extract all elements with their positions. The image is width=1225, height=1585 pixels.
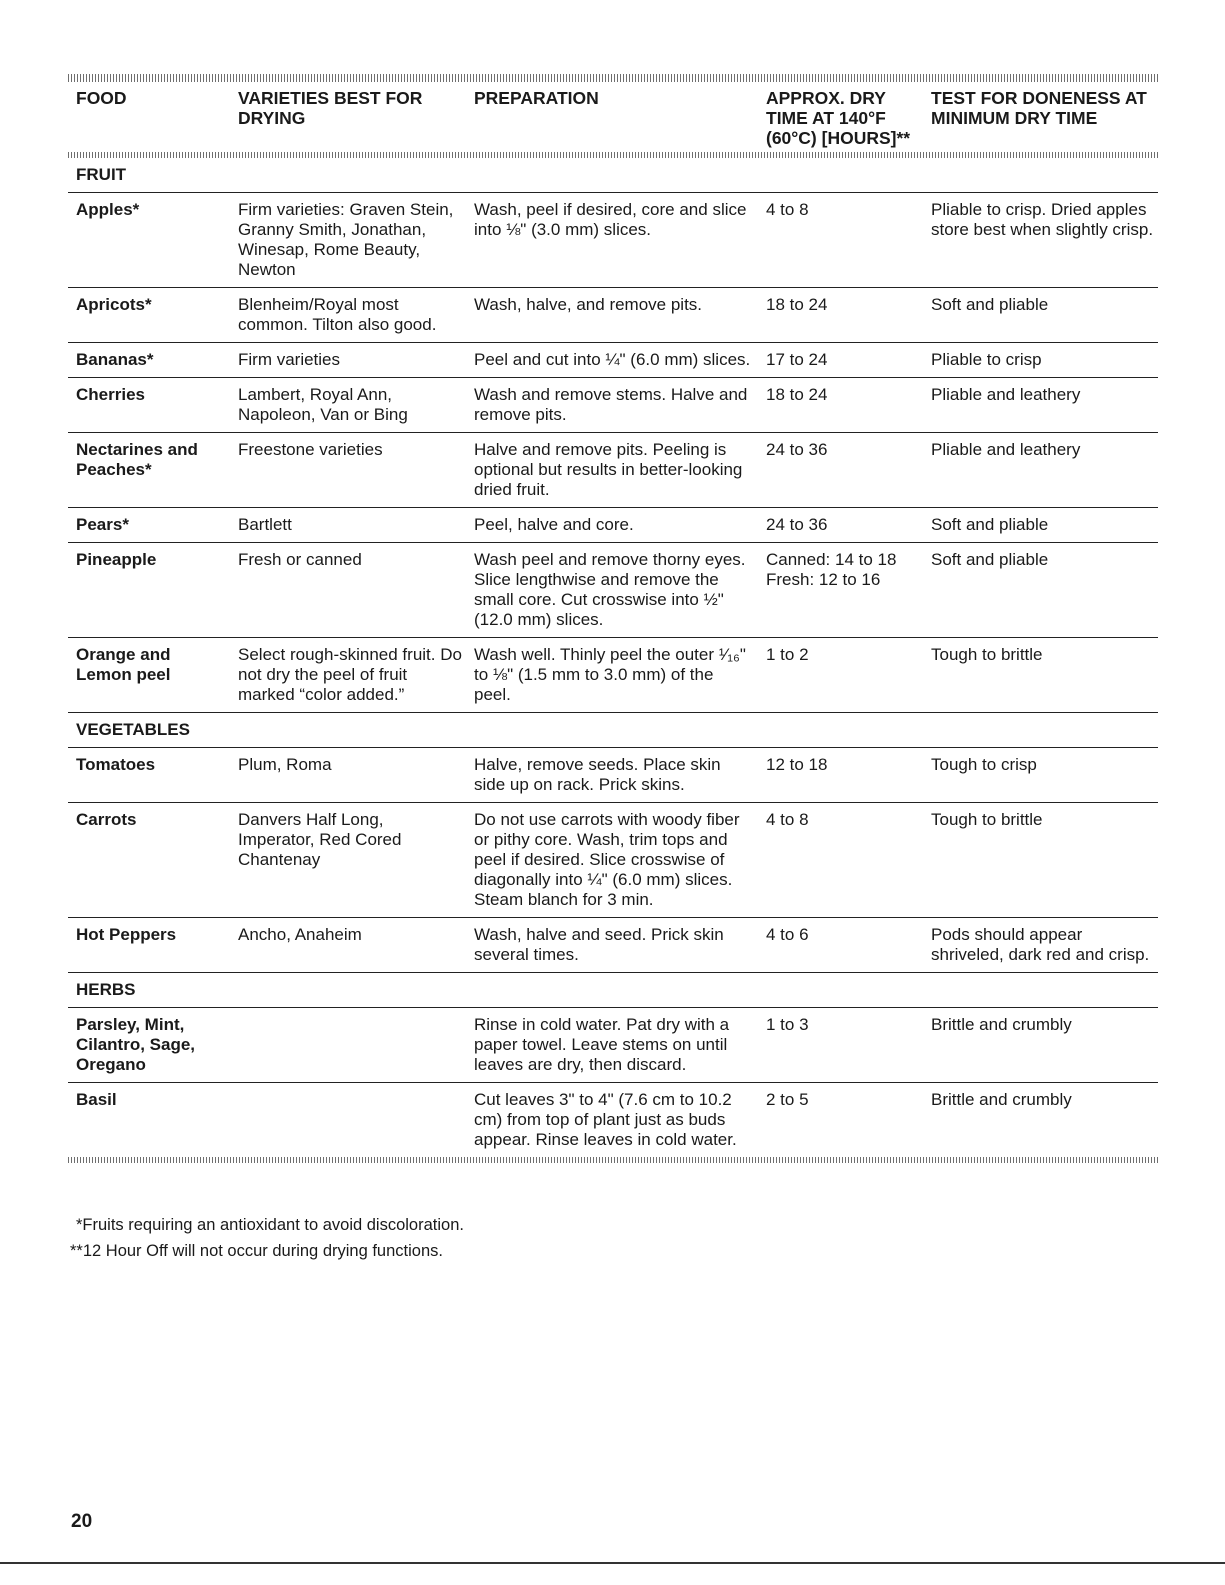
drying-table-body [68, 158, 1158, 1157]
preparation-cell: Halve, remove seeds. Place skin side up on rack. Prick skins. [466, 748, 758, 803]
header-dotted-rule [68, 152, 1158, 158]
varieties-cell: Freestone varieties [230, 433, 466, 508]
doneness-cell: Brittle and crumbly [923, 1083, 1158, 1158]
varieties-cell: Fresh or canned [230, 543, 466, 638]
bottom-dotted-rule [68, 1157, 1158, 1163]
dry-time-cell: 2 to 5 [758, 1083, 923, 1158]
doneness-cell: Pliable and leathery [923, 378, 1158, 433]
table-row [68, 748, 1158, 803]
food-cell: Basil [68, 1083, 230, 1158]
table-row [68, 638, 1158, 713]
preparation-cell: Rinse in cold water. Pat dry with a paper towel. Leave stems on until leaves are dry, then discard. [466, 1008, 758, 1083]
doneness-cell: Pliable to crisp [923, 343, 1158, 378]
preparation-cell: Wash peel and remove thorny eyes. Slice lengthwise and remove the small core. Cut crosswise into ½" (12.0 mm) slices. [466, 543, 758, 638]
dry-time-cell: Canned: 14 to 18 Fresh: 12 to 16 [758, 543, 923, 638]
doneness-cell: Pods should appear shriveled, dark red and crisp. [923, 918, 1158, 973]
dry-time-cell: 1 to 3 [758, 1008, 923, 1083]
table-row [68, 378, 1158, 433]
doneness-cell: Pliable to crisp. Dried apples store best when slightly crisp. [923, 193, 1158, 288]
doneness-cell: Brittle and crumbly [923, 1008, 1158, 1083]
doneness-cell: Pliable and leathery [923, 433, 1158, 508]
preparation-cell: Wash, peel if desired, core and slice into ⅛" (3.0 mm) slices. [466, 193, 758, 288]
doneness-cell: Tough to brittle [923, 803, 1158, 918]
section-row-vegetables [68, 713, 1158, 748]
page-bottom-rule [0, 1562, 1225, 1564]
food-cell: Orange and Lemon peel [68, 638, 230, 713]
header-doneness: TEST FOR DONENESS AT MINIMUM DRY TIME [931, 88, 1147, 128]
doneness-cell: Soft and pliable [923, 508, 1158, 543]
header-preparation: PREPARATION [474, 88, 599, 108]
preparation-cell: Peel, halve and core. [466, 508, 758, 543]
food-cell: Apricots* [68, 288, 230, 343]
table-row [68, 193, 1158, 288]
varieties-cell: Bartlett [230, 508, 466, 543]
doneness-cell: Tough to brittle [923, 638, 1158, 713]
varieties-cell: Firm varieties [230, 343, 466, 378]
dry-time-cell: 24 to 36 [758, 508, 923, 543]
section-row-herbs [68, 973, 1158, 1008]
dry-time-cell: 24 to 36 [758, 433, 923, 508]
dry-time-cell: 18 to 24 [758, 288, 923, 343]
varieties-cell [230, 1083, 466, 1158]
table-row [68, 543, 1158, 638]
dry-time-cell: 4 to 8 [758, 193, 923, 288]
food-cell: Parsley, Mint, Cilantro, Sage, Oregano [68, 1008, 230, 1083]
varieties-cell: Plum, Roma [230, 748, 466, 803]
food-cell: Carrots [68, 803, 230, 918]
drying-chart [68, 74, 1158, 1163]
food-cell: Apples* [68, 193, 230, 288]
varieties-cell: Blenheim/Royal most common. Tilton also good. [230, 288, 466, 343]
table-body [68, 158, 1158, 1157]
header-row [68, 82, 1158, 152]
dry-time-cell: 17 to 24 [758, 343, 923, 378]
preparation-cell: Peel and cut into ¼" (6.0 mm) slices. [466, 343, 758, 378]
food-cell: Pears* [68, 508, 230, 543]
food-cell: Pineapple [68, 543, 230, 638]
preparation-cell: Wash, halve and seed. Prick skin several times. [466, 918, 758, 973]
doneness-cell: Soft and pliable [923, 288, 1158, 343]
doneness-cell: Tough to crisp [923, 748, 1158, 803]
dry-time-cell: 1 to 2 [758, 638, 923, 713]
doneness-cell: Soft and pliable [923, 543, 1158, 638]
section-row-fruit [68, 158, 1158, 193]
food-cell: Hot Peppers [68, 918, 230, 973]
preparation-cell: Cut leaves 3" to 4" (7.6 cm to 10.2 cm) from top of plant just as buds appear. Rinse leaves in cold water. [466, 1083, 758, 1158]
footnote-antioxidant: *Fruits requiring an antioxidant to avoid discoloration. [76, 1216, 464, 1234]
preparation-cell: Wash, halve, and remove pits. [466, 288, 758, 343]
varieties-cell: Lambert, Royal Ann, Napoleon, Van or Bing [230, 378, 466, 433]
varieties-cell: Ancho, Anaheim [230, 918, 466, 973]
top-dotted-rule [68, 74, 1158, 82]
table-row [68, 508, 1158, 543]
varieties-cell [230, 1008, 466, 1083]
food-cell: Bananas* [68, 343, 230, 378]
preparation-cell: Wash well. Thinly peel the outer ¹⁄₁₆" to ⅛" (1.5 mm to 3.0 mm) of the peel. [466, 638, 758, 713]
dry-time-cell: 18 to 24 [758, 378, 923, 433]
table-row [68, 803, 1158, 918]
drying-table [68, 82, 1158, 152]
table-row [68, 1008, 1158, 1083]
dry-time-cell: 4 to 8 [758, 803, 923, 918]
varieties-cell: Select rough-skinned fruit. Do not dry the peel of fruit marked “color added.” [230, 638, 466, 713]
footnote-hour-off: **12 Hour Off will not occur during drying functions. [70, 1242, 443, 1260]
section-label: HERBS [68, 973, 1158, 1008]
dry-time-cell: 12 to 18 [758, 748, 923, 803]
section-label: FRUIT [76, 165, 127, 184]
table-row [68, 343, 1158, 378]
food-cell: Cherries [68, 378, 230, 433]
header-food: FOOD [76, 88, 127, 108]
varieties-cell: Danvers Half Long, Imperator, Red Cored Chantenay [230, 803, 466, 918]
table-row [68, 1083, 1158, 1158]
preparation-cell: Do not use carrots with woody fiber or pithy core. Wash, trim tops and peel if desired. Slice crosswise of diagonally into ¼" (6.0 mm) slices. Steam blanch for 3 min. [466, 803, 758, 918]
page-number: 20 [71, 1511, 93, 1532]
varieties-cell: Firm varieties: Graven Stein, Granny Smith, Jonathan, Winesap, Rome Beauty, Newton [230, 193, 466, 288]
section-label: VEGETABLES [68, 713, 1158, 748]
table-row [68, 288, 1158, 343]
preparation-cell: Halve and remove pits. Peeling is optional but results in better-looking dried fruit. [466, 433, 758, 508]
table-row [68, 433, 1158, 508]
header-varieties: VARIETIES BEST FOR DRYING [238, 88, 423, 128]
table-row [68, 918, 1158, 973]
header-dry-time: APPROX. DRY TIME AT 140°F (60°C) [HOURS]** [766, 88, 911, 148]
preparation-cell: Wash and remove stems. Halve and remove pits. [466, 378, 758, 433]
footnotes [70, 1212, 464, 1264]
dry-time-cell: 4 to 6 [758, 918, 923, 973]
food-cell: Nectarines and Peaches* [68, 433, 230, 508]
food-cell: Tomatoes [68, 748, 230, 803]
